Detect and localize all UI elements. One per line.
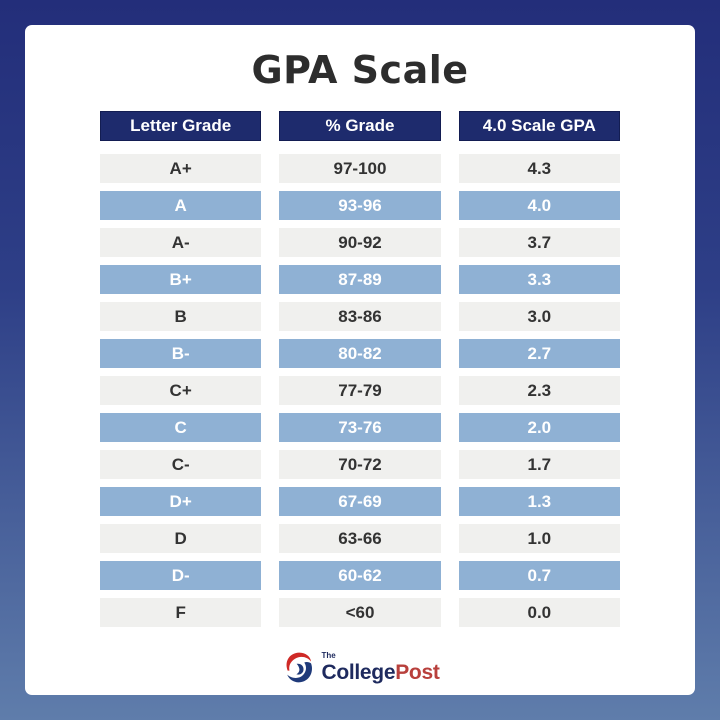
letter-grade-cell: D xyxy=(100,524,261,553)
percent-grade-cell: <60 xyxy=(279,598,440,627)
table-row xyxy=(100,561,620,590)
gpa-cell: 2.3 xyxy=(459,376,620,405)
percent-grade-cell: 93-96 xyxy=(279,191,440,220)
gpa-cell: 2.7 xyxy=(459,339,620,368)
table-row xyxy=(100,413,620,442)
table-row xyxy=(100,339,620,368)
table-row xyxy=(100,450,620,479)
letter-grade-cell: D- xyxy=(100,561,261,590)
letter-grade-cell: B- xyxy=(100,339,261,368)
percent-grade-cell: 87-89 xyxy=(279,265,440,294)
gpa-cell: 3.0 xyxy=(459,302,620,331)
logo-wordmark xyxy=(321,662,439,683)
percent-grade-cell: 77-79 xyxy=(279,376,440,405)
gpa-cell: 3.7 xyxy=(459,228,620,257)
table-row xyxy=(100,524,620,553)
table-row xyxy=(100,265,620,294)
logo-post-text: Post xyxy=(395,660,440,684)
gpa-table xyxy=(100,111,620,635)
gpa-cell: 0.0 xyxy=(459,598,620,627)
table-row xyxy=(100,228,620,257)
percent-grade-cell: 67-69 xyxy=(279,487,440,516)
gpa-cell: 1.0 xyxy=(459,524,620,553)
logo-the-text: The xyxy=(321,650,336,660)
letter-grade-cell: A xyxy=(100,191,261,220)
table-body xyxy=(100,154,620,627)
gpa-cell: 0.7 xyxy=(459,561,620,590)
percent-grade-cell: 63-66 xyxy=(279,524,440,553)
letter-grade-cell: B xyxy=(100,302,261,331)
percent-grade-cell: 70-72 xyxy=(279,450,440,479)
table-row xyxy=(100,376,620,405)
collegepost-logo-icon xyxy=(280,649,316,685)
letter-grade-cell: C+ xyxy=(100,376,261,405)
gpa-cell: 1.7 xyxy=(459,450,620,479)
column-header-percent-grade: % Grade xyxy=(279,111,440,141)
page-title: GPA Scale xyxy=(251,48,469,92)
table-row xyxy=(100,598,620,627)
column-header-letter-grade: Letter Grade xyxy=(100,111,261,141)
letter-grade-cell: A+ xyxy=(100,154,261,183)
column-header-scale-gpa: 4.0 Scale GPA xyxy=(459,111,620,141)
infographic-card xyxy=(25,25,695,695)
letter-grade-cell: F xyxy=(100,598,261,627)
percent-grade-cell: 73-76 xyxy=(279,413,440,442)
collegepost-logo-text xyxy=(321,652,439,683)
table-row xyxy=(100,487,620,516)
percent-grade-cell: 80-82 xyxy=(279,339,440,368)
table-row xyxy=(100,302,620,331)
letter-grade-cell: D+ xyxy=(100,487,261,516)
percent-grade-cell: 60-62 xyxy=(279,561,440,590)
gpa-cell: 4.0 xyxy=(459,191,620,220)
letter-grade-cell: C- xyxy=(100,450,261,479)
percent-grade-cell: 83-86 xyxy=(279,302,440,331)
gpa-cell: 4.3 xyxy=(459,154,620,183)
gpa-cell: 2.0 xyxy=(459,413,620,442)
table-row xyxy=(100,154,620,183)
logo-college-text: College xyxy=(321,660,396,684)
letter-grade-cell: B+ xyxy=(100,265,261,294)
table-header-row xyxy=(100,111,620,141)
gpa-cell: 3.3 xyxy=(459,265,620,294)
letter-grade-cell: C xyxy=(100,413,261,442)
letter-grade-cell: A- xyxy=(100,228,261,257)
collegepost-logo xyxy=(280,649,439,685)
gpa-cell: 1.3 xyxy=(459,487,620,516)
percent-grade-cell: 90-92 xyxy=(279,228,440,257)
table-row xyxy=(100,191,620,220)
percent-grade-cell: 97-100 xyxy=(279,154,440,183)
